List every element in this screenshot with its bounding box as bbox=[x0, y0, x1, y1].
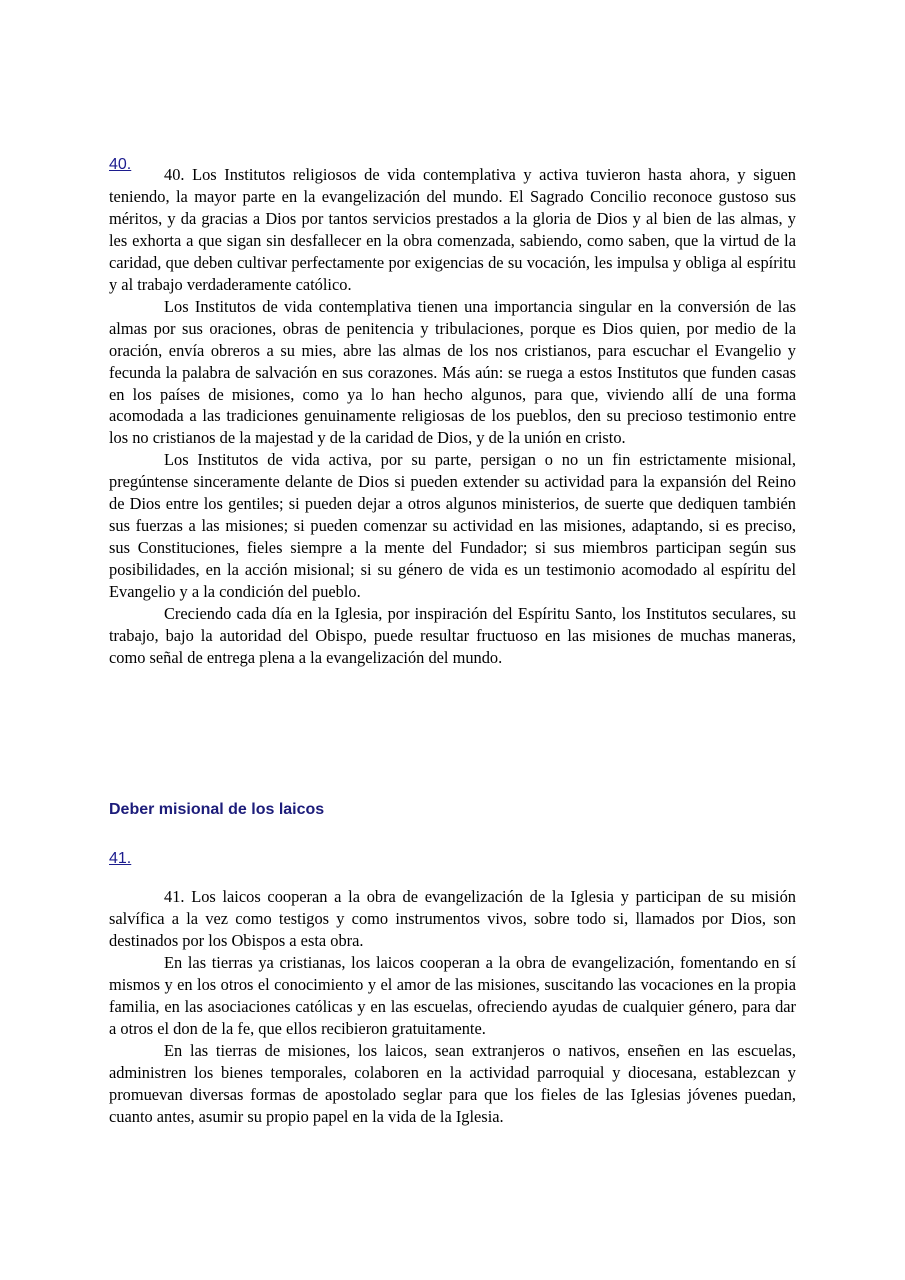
section-40-link[interactable]: 40. bbox=[109, 156, 132, 173]
paragraph: 40. Los Institutos religiosos de vida contemplativa y activa tuvieron hasta ahora, y siguen teniendo, la mayor parte en la evangelización del mundo. El Sagrado Concilio reconoce gustoso sus méritos, y da gracias a Dios por tantos servicios prestados a la gloria de Dios y al bien de las almas, y les exhorta a que sigan sin desfallecer en la obra comenzada, sabiendo, como saben, que la virtud de la caridad, que deben cultivar perfectamente por exigencias de su vocación, les impulsa y obliga al espíritu y al trabajo verdaderamente católico. bbox=[109, 165, 796, 294]
paragraph: Los Institutos de vida activa, por su parte, persigan o no un fin estrictamente misional, pregúntense sinceramente delante de Dios si pueden extender su actividad para la expansión del Reino de Dios entre los gentiles; si pueden dejar a otros algunos ministerios, de suerte que dediquen también sus fuerzas a las misiones; si pueden comenzar su actividad en las misiones, adaptando, si es preciso, sus Constituciones, fieles siempre a la mente del Fundador; si sus miembros participan según sus posibilidades, en la acción misional; si su género de vida es un testimonio acomodado al espíritu del Evangelio y a la condición del pueblo. bbox=[109, 450, 796, 602]
section-41-body bbox=[109, 886, 796, 1127]
section-40-body bbox=[109, 164, 796, 669]
section-41-link[interactable]: 41. bbox=[109, 850, 132, 867]
paragraph: Creciendo cada día en la Iglesia, por inspiración del Espíritu Santo, los Institutos seculares, su trabajo, bajo la autoridad del Obispo, puede resultar fructuoso en las misiones de muchas maneras, como señal de entrega plena a la evangelización del mundo. bbox=[109, 604, 796, 667]
paragraph: En las tierras ya cristianas, los laicos cooperan a la obra de evangelización, fomentando en sí mismos y en los otros el conocimiento y el amor de las misiones, suscitando las vocaciones en la propia familia, en las asociaciones católicas y en las escuelas, ofreciendo ayudas de cualquier género, para dar a otros el don de la fe, que ellos recibieron gratuitamente. bbox=[109, 952, 796, 1038]
paragraph: En las tierras de misiones, los laicos, sean extranjeros o nativos, enseñen en las escuelas, administren los bienes temporales, colaboren en la actividad parroquial y diocesana, establezcan y promuevan diversas formas de apostolado seglar para que los fieles de las Iglesias jóvenes puedan, cuanto antes, asumir su propio papel en la vida de la Iglesia. bbox=[109, 1040, 796, 1126]
section-heading: Deber misional de los laicos bbox=[109, 801, 325, 818]
paragraph: Los Institutos de vida contemplativa tienen una importancia singular en la conversión de las almas por sus oraciones, obras de penitencia y tribulaciones, porque es Dios quien, por medio de la oración, envía obreros a su mies, abre las almas de los nos cristianos, para escuchar el Evangelio y fecunda la palabra de salvación en sus corazones. Más aún: se ruega a estos Institutos que funden casas en los países de misiones, como ya lo han hecho algunos, para que, viviendo allí de una forma acomodada a las tradiciones genuinamente religiosas de los pueblos, den su precioso testimonio entre los no cristianos de la majestad y de la caridad de Dios, y de la unión en cristo. bbox=[109, 296, 796, 448]
paragraph: 41. Los laicos cooperan a la obra de evangelización de la Iglesia y participan de su misión salvífica a la vez como testigos y como instrumentos vivos, sobre todo si, llamados por Dios, son destinados por los Obispos a esta obra. bbox=[109, 887, 796, 950]
